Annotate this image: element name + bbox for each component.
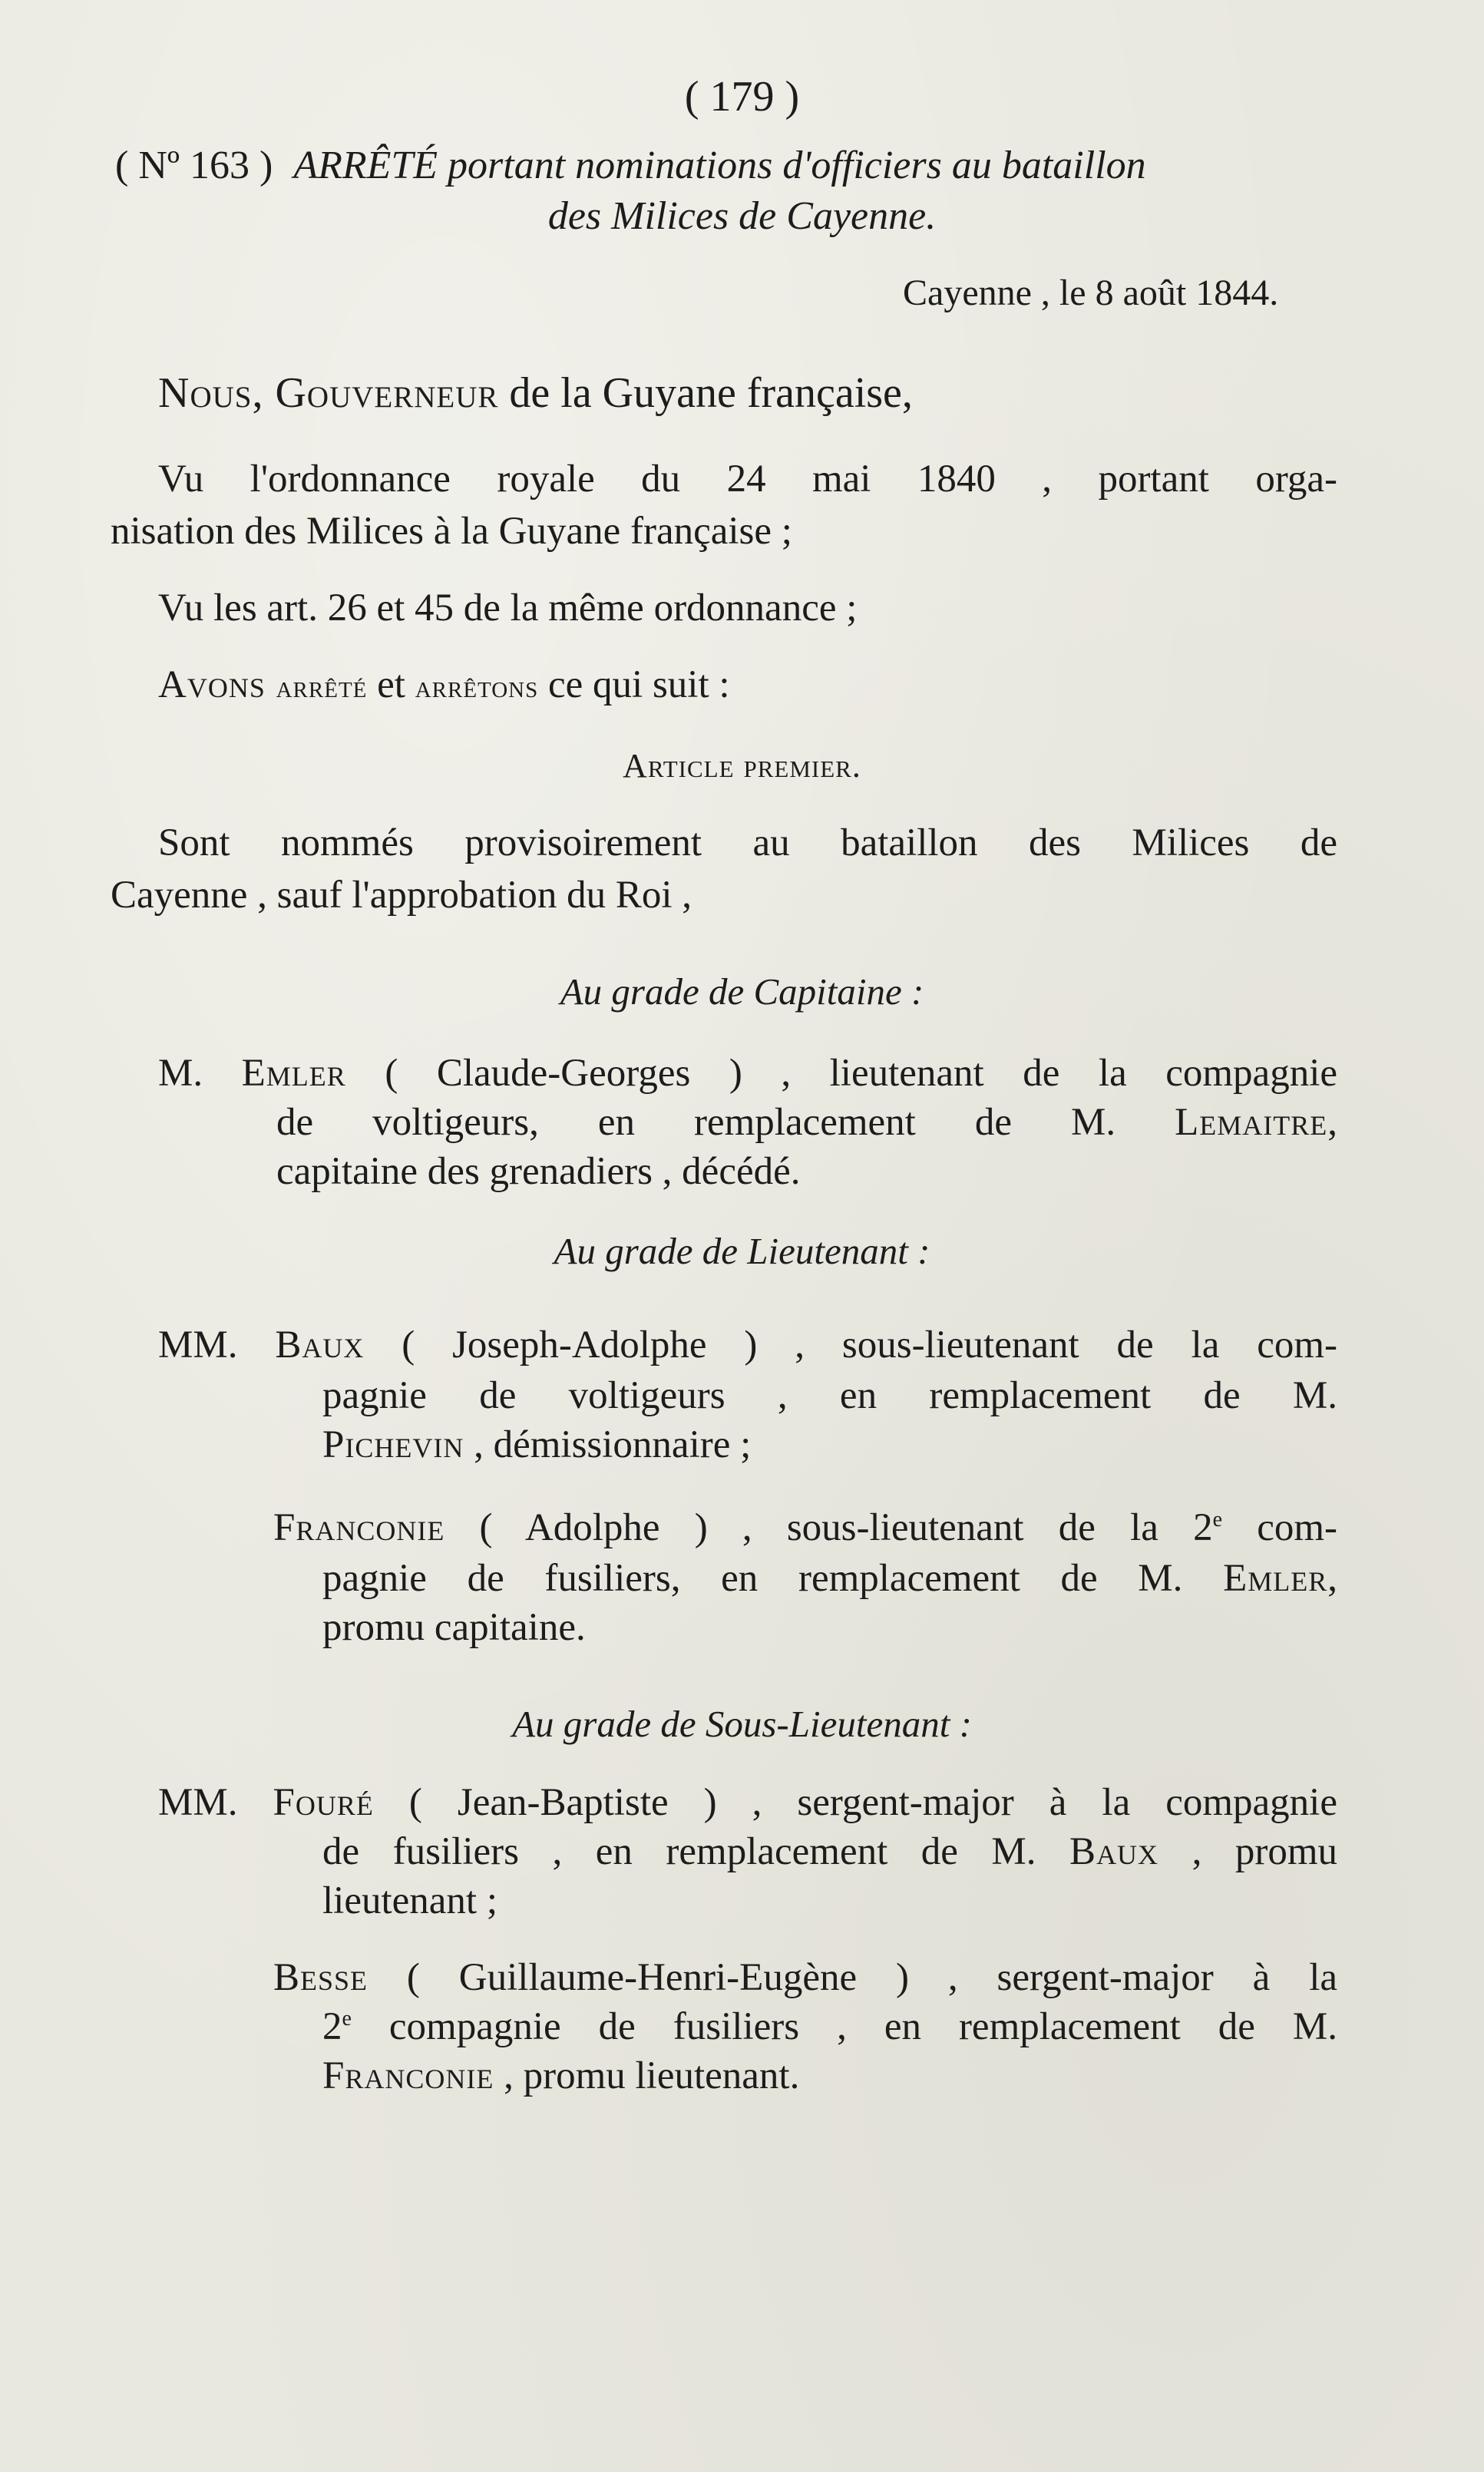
besse-details: ( Guillaume-Henri-Eugène ) , sergent-major à la <box>368 1956 1337 1999</box>
entry-emler-line-2 <box>276 1099 1337 1145</box>
name-baux: Baux <box>275 1324 365 1367</box>
nous-rest: de la Guyane française, <box>498 369 913 417</box>
avons-arrete <box>158 662 730 710</box>
entry-besse-line-1 <box>273 1955 1337 2001</box>
entry-emler-line-3: capitaine des grenadiers , décédé. <box>276 1150 801 1193</box>
baux-details: ( Joseph-Adolphe ) , sous-lieutenant de la com- <box>364 1324 1337 1367</box>
article-heading: Article premier. <box>623 747 861 785</box>
franconie-details: ( Adolphe ) , sous-lieutenant de la 2 <box>445 1506 1213 1549</box>
entry-baux-line-3 <box>322 1422 751 1468</box>
et-word: et <box>367 663 415 706</box>
entry-foure-line-3: lieutenant ; <box>322 1879 498 1922</box>
name-franconie: Franconie <box>273 1506 445 1549</box>
entry-foure-line-1 <box>158 1780 1337 1826</box>
ordinal-sup-2: e <box>342 2007 352 2031</box>
entry-franconie-line-2 <box>322 1555 1337 1601</box>
promu-lieutenant: , promu lieutenant. <box>494 2054 800 2097</box>
act-number: ( Nº 163 ) <box>115 144 273 187</box>
entry-foure-line-2 <box>322 1829 1337 1875</box>
emler-details: ( Claude-Georges ) , lieutenant de la compagnie <box>345 1052 1337 1095</box>
section-capitaine: Au grade de Capitaine : <box>560 970 924 1013</box>
name-franconie-2: Franconie <box>322 2054 494 2097</box>
dateline: Cayenne , le 8 août 1844. <box>903 273 1279 313</box>
avons-word: Avons <box>158 663 276 706</box>
ordinal-2: 2 <box>322 2005 342 2048</box>
section-sous-lieutenant: Au grade de Sous-Lieutenant : <box>512 1703 972 1745</box>
besse-replacement: compagnie de fusiliers , en remplacement de M. <box>351 2005 1337 2048</box>
name-foure: Fouré <box>273 1781 374 1824</box>
prefix-mm-2: MM. <box>158 1781 273 1824</box>
emler-replacement: de voltigeurs, en remplacement de M. <box>276 1101 1175 1144</box>
arretons-word: arrêtons <box>415 669 539 705</box>
preamble-nous <box>158 370 913 416</box>
name-besse: Besse <box>273 1956 369 1999</box>
name-baux-2: Baux <box>1069 1830 1159 1873</box>
demissionnaire: , démissionnaire ; <box>464 1423 752 1466</box>
comma-2: , <box>1327 1557 1337 1600</box>
prefix-m: M. <box>158 1052 242 1095</box>
name-emler: Emler <box>241 1052 346 1095</box>
entry-besse-line-3 <box>322 2053 799 2099</box>
vu-ordonnance-line-2: nisation des Milices à la Guyane française ; <box>111 510 792 553</box>
name-emler-2: Emler <box>1223 1557 1328 1600</box>
entry-emler-line-1 <box>158 1050 1337 1096</box>
title-continuation: des Milices de Cayenne. <box>547 194 937 238</box>
vu-ordonnance-line-1: Vu l'ordonnance royale du 24 mai 1840 , portant orga- <box>158 458 1337 501</box>
entry-besse-line-2 <box>322 2004 1337 2050</box>
name-pichevin: Pichevin <box>322 1423 464 1466</box>
franconie-replacement: pagnie de fusiliers, en remplacement de M. <box>322 1557 1224 1600</box>
ce-qui-suit: ce qui suit : <box>538 663 730 706</box>
page-number: ( 179 ) <box>684 73 800 121</box>
title-main: ARRÊTÉ portant nominations d'officiers au bataillon <box>293 144 1146 187</box>
arrete-word: arrêté <box>276 669 368 705</box>
document-title <box>115 143 1146 189</box>
sont-nommes-line-1: Sont nommés provisoirement au bataillon des Milices de <box>158 821 1337 864</box>
prefix-mm: MM. <box>158 1324 276 1367</box>
vu-articles: Vu les art. 26 et 45 de la même ordonnance ; <box>158 587 858 630</box>
ordinal-sup: e <box>1212 1508 1223 1532</box>
name-lemaitre: Lemaitre <box>1175 1101 1328 1144</box>
foure-replacement: de fusiliers , en remplacement de M. <box>322 1830 1070 1873</box>
sont-nommes-line-2: Cayenne , sauf l'approbation du Roi , <box>111 874 692 917</box>
entry-baux-line-1 <box>158 1322 1337 1368</box>
entry-franconie-line-3: promu capitaine. <box>322 1606 586 1649</box>
entry-baux-line-2: pagnie de voltigeurs , en remplacement de M. <box>322 1374 1337 1417</box>
promu: , promu <box>1158 1830 1338 1873</box>
franconie-com: com- <box>1222 1506 1337 1549</box>
foure-details: ( Jean-Baptiste ) , sergent-major à la compagnie <box>373 1781 1337 1824</box>
nous-gouverneur: Nous, Gouverneur <box>158 369 499 417</box>
entry-franconie-line-1 <box>273 1505 1337 1551</box>
comma: , <box>1327 1101 1337 1144</box>
section-lieutenant: Au grade de Lieutenant : <box>554 1230 930 1272</box>
